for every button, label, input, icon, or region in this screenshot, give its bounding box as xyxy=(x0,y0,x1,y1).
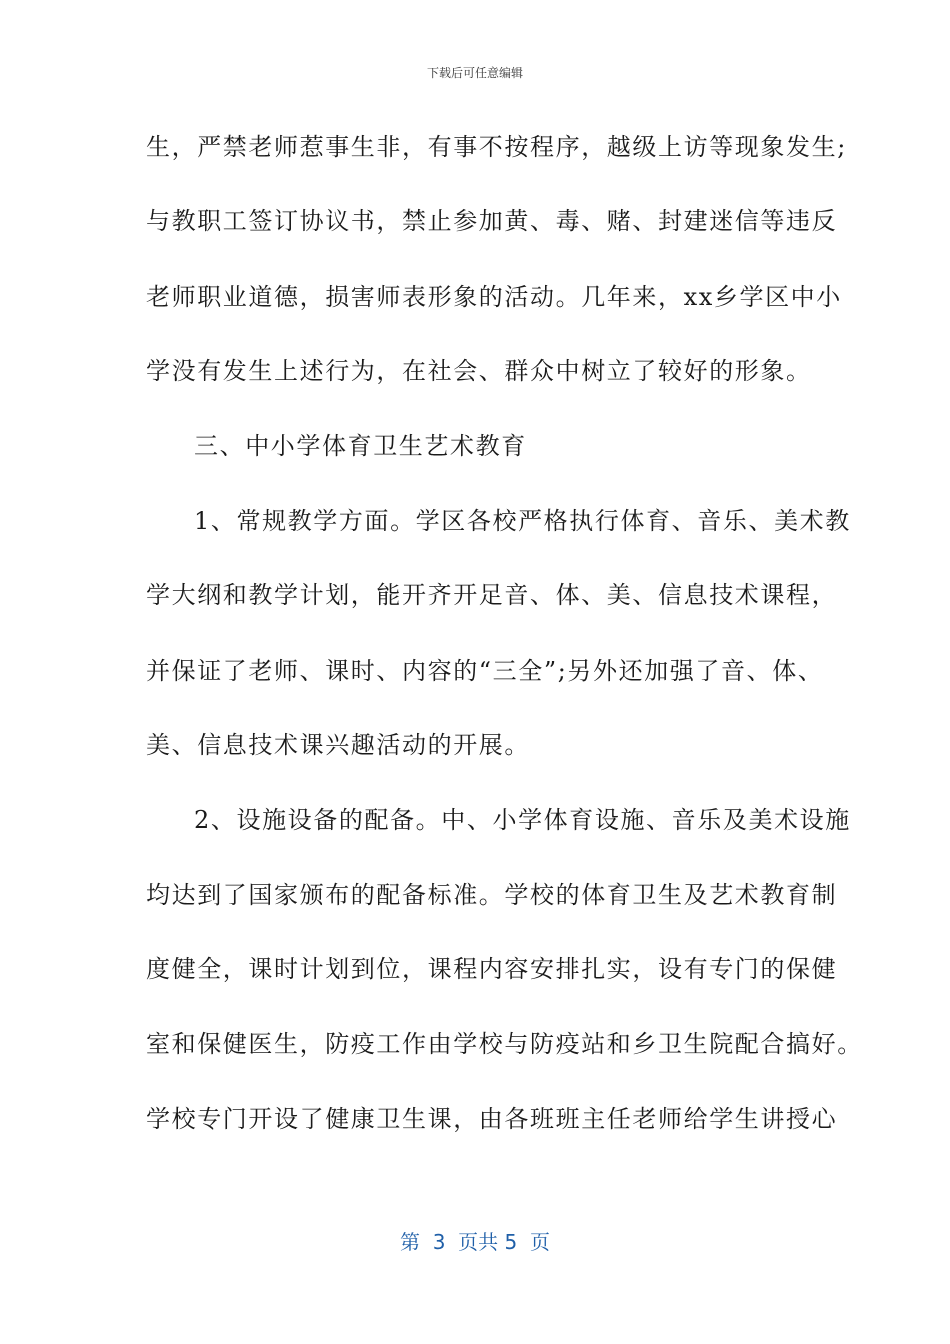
text-line: 并保证了老师、课时、内容的“三全”;另外还加强了音、体、 xyxy=(146,657,824,685)
text-line: 与教职工签订协议书，禁止参加黄、毒、赌、封建迷信等违反 xyxy=(146,207,838,235)
page-header: 下载后可任意编辑 xyxy=(426,66,523,80)
text-line: 美、信息技术课兴趣活动的开展。 xyxy=(146,731,530,759)
text-line: 学没有发生上述行为，在社会、群众中树立了较好的形象。 xyxy=(146,357,812,385)
text-line: 度健全，课时计划到位，课程内容安排扎实，设有专门的保健 xyxy=(146,955,838,983)
paragraph-start-line: 1、常规教学方面。学区各校严格执行体育、音乐、美术教 xyxy=(194,507,851,535)
page-number-footer: 第 3 页共 5 页 xyxy=(400,1230,550,1254)
section-heading: 三、中小学体育卫生艺术教育 xyxy=(194,432,527,460)
text-line: 均达到了国家颁布的配备标准。学校的体育卫生及艺术教育制 xyxy=(146,881,838,909)
text-line: 室和保健医生，防疫工作由学校与防疫站和乡卫生院配合搞好。 xyxy=(146,1030,863,1058)
text-line: 学大纲和教学计划，能开齐开足音、体、美、信息技术课程， xyxy=(146,581,838,609)
text-line: 生，严禁老师惹事生非，有事不按程序，越级上访等现象发生; xyxy=(146,133,847,161)
text-line: 学校专门开设了健康卫生课，由各班班主任老师给学生讲授心 xyxy=(146,1105,838,1133)
paragraph-start-line: 2、设施设备的配备。中、小学体育设施、音乐及美术设施 xyxy=(194,806,851,834)
text-line: 老师职业道德，损害师表形象的活动。几年来，xx乡学区中小 xyxy=(146,283,842,311)
